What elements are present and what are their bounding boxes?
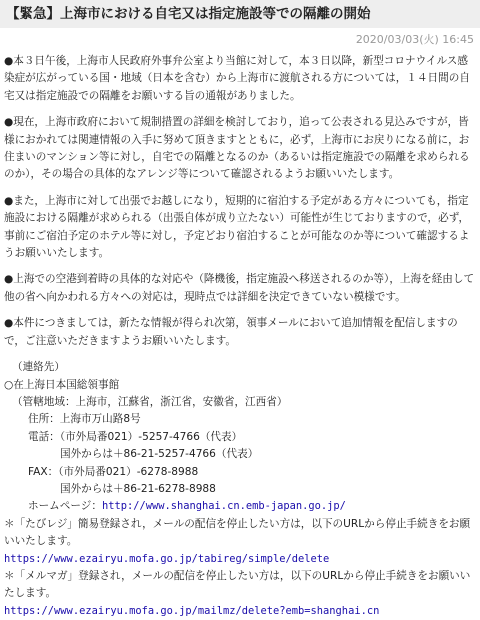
mailmag-unsubscribe-link[interactable]: https://www.ezairyu.mofa.go.jp/mailmz/delete?emb=shanghai.cn — [4, 604, 380, 617]
contact-jurisdiction: （管轄地域：上海市，江蘇省，浙江省，安徽省，江西省） — [12, 395, 288, 408]
mailmag-note: ＊「メルマガ」登録され，メールの配信を停止したい方は，以下のURLから停止手続きをお願いいたします。 — [4, 569, 471, 600]
homepage-link[interactable]: http://www.shanghai.cn.emb-japan.go.jp/ — [101, 500, 346, 513]
email-subject-bar — [0, 0, 480, 28]
contact-fax: FAX：（市外局番021）-6278-8988 — [28, 465, 199, 478]
contact-tel-intl: 国外からは＋86-21-5257-4766（代表） — [60, 448, 259, 461]
contact-block — [4, 359, 476, 516]
email-datetime: 2020/03/03(火) 16:45 — [355, 33, 474, 46]
tabireg-unsubscribe-link[interactable]: https://www.ezairyu.mofa.go.jp/tabireg/simple/delete — [4, 552, 330, 565]
contact-fax-intl: 国外からは＋86-21-6278-8988 — [60, 482, 216, 495]
body-paragraph-1: ●本３日午後，上海市人民政府外事弁公室より当館に対して，本３日以降，新型コロナウイルス感染症が広がっている国・地域（日本を含む）から上海市に渡航される方については，１４日間の自宅又は指定施設での隔離をお願いする旨の通報がありました。 — [4, 55, 470, 102]
contact-homepage — [4, 498, 476, 515]
body-paragraph-3: ●また，上海市に対して出張でお越しになり，短期的に宿泊する予定がある方々についても，指定施設における隔離が求められる（出張自体が成り立たない）可能性が生じておりますので，必ず，事前にご宿泊予定のホテル等に対し，予定どおり宿泊することが可能なのか等について確認するようお願いいたします。 — [4, 194, 470, 260]
body-paragraph-5: ●本件につきましては，新たな情報が得られ次第，領事メールにおいて追加情報を配信しますので，ご注意いただきますようお願いいたします。 — [4, 317, 458, 347]
email-subject: 【緊急】上海市における自宅又は指定施設等での隔離の開始 — [6, 6, 371, 22]
tabireg-note: ＊「たびレジ」簡易登録され，メールの配信を停止したい方は，以下のURLから停止手続きをお願いいたします。 — [4, 517, 471, 548]
contact-tel: 電話：（市外局番021）-5257-4766（代表） — [28, 430, 243, 443]
email-body — [0, 53, 480, 620]
contact-heading: （連絡先） — [12, 361, 65, 374]
contact-office: ○在上海日本国総領事館 — [4, 378, 120, 391]
body-paragraph-4: ●上海での空港到着時の具体的な対応や（降機後，指定施設へ移送されるのか等），上海を経由して他の省へ向かわれる方々への対応は，現時点では詳細を決定できていない模様です。 — [4, 273, 475, 303]
contact-address: 住所：上海市万山路8号 — [28, 413, 141, 426]
body-paragraph-2: ●現在，上海市政府において規制措置の詳細を検討しており，追って公表される見込みですが，皆様におかれては関連情報の入手に努めて頂きますとともに，必ず，上海市にお戻りになる前に，お住まいのマンション等に対し，自宅での隔離となるのか（あるいは指定施設での隔離を求められるのか），その場合の具体的なアレンジ等について確認されるようお願いいたします。 — [4, 116, 470, 181]
homepage-label: ホームページ： — [28, 500, 102, 513]
